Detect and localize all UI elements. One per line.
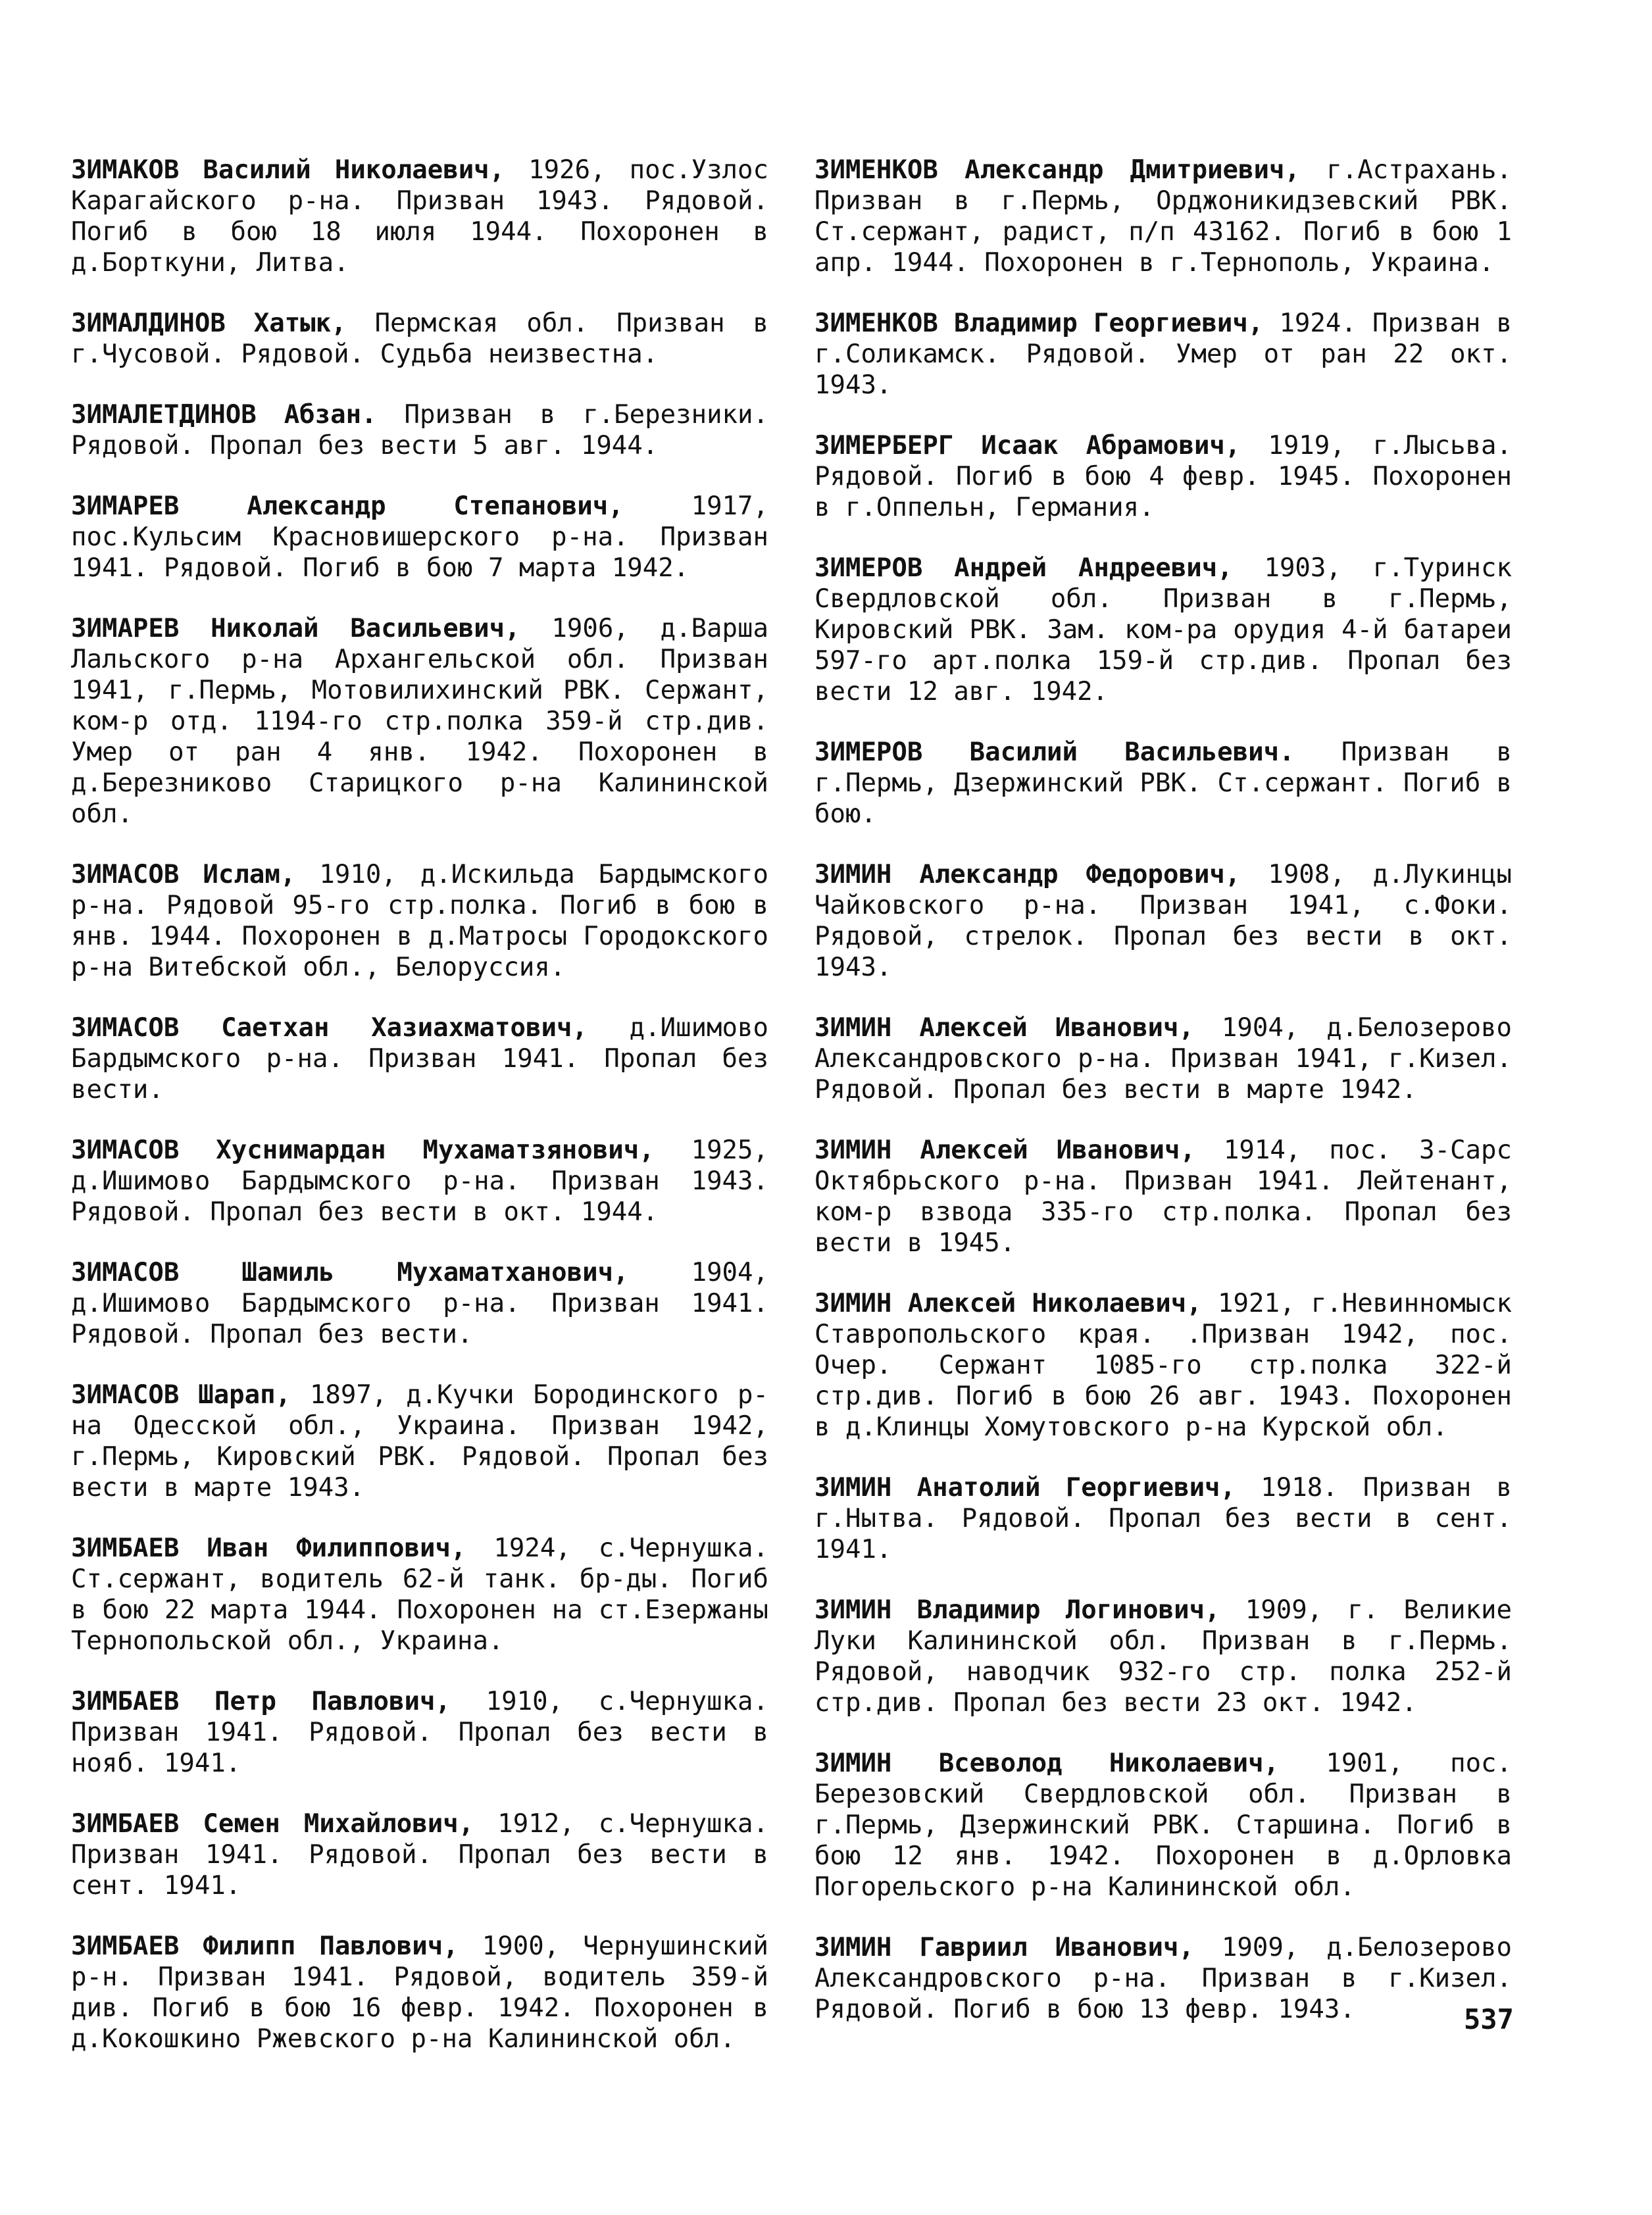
entry-text: 1924. Призван в г.Соликамск. Рядовой. Умер от ран 22 окт. 1943.	[814, 309, 1512, 400]
entry-text: 1926, пос.Узлос Карагайского р-на. Призван 1943. Рядовой. Погиб в бою 18 июля 1944. Похоронен в д.Борткуни, Литва.	[71, 155, 768, 278]
entry	[71, 1931, 768, 2054]
entry	[71, 1686, 768, 1779]
entry-text: 1924, с.Чернушка. Ст.сержант, водитель 62-й танк. бр-ды. Погиб в бою 22 марта 1944. Похоронен на ст.Езержаны Тернопольской обл., Украина.	[71, 1533, 768, 1656]
entry-name: ЗИМЕНКОВ Владимир Георгиевич,	[814, 309, 1264, 338]
entry-text: 1918. Призван в г.Нытва. Рядовой. Пропал без вести в сент. 1941.	[814, 1473, 1512, 1564]
entry-text: 1904, д.Ишимово Бардымского р-на. Призван 1941. Рядовой. Пропал без вести.	[71, 1258, 768, 1349]
entry	[814, 308, 1512, 401]
entry	[71, 308, 768, 370]
entry-name: ЗИМЕРОВ Василий Васильевич.	[814, 737, 1295, 767]
entry	[814, 859, 1512, 983]
entry-text: 1921, г.Невинномыск Ставропольского края. .Призван 1942, пос. Очер. Сержант 1085-го стр.полка 322-й стр.див. Погиб в бою 26 авг. 1943. Похоронен в д.Клинцы Хомутовского р-на Курской обл.	[814, 1289, 1512, 1442]
entry-text: 1901, пос. Березовский Свердловской обл. Призван в г.Пермь, Дзержинский РВК. Старшина. Погиб в бою 12 янв. 1942. Похоронен в д.Орловка Погорельского р-на Калининской обл.	[814, 1749, 1513, 1902]
left-column	[71, 155, 768, 2084]
entry-text: 1903, г.Туринск Свердловской обл. Призван в г.Пермь, Кировский РВК. Зам. ком-ра орудия 4-й батареи 597-го арт.полка 159-й стр.див. Пропал без вести 12 авг. 1942.	[814, 553, 1512, 707]
entry-name: ЗИМБАЕВ Петр Павлович,	[71, 1687, 451, 1716]
entry-name: ЗИМБАЕВ Иван Филиппович,	[71, 1533, 466, 1563]
entry-name: ЗИМАЛДИНОВ Хатык,	[71, 309, 347, 338]
entry	[71, 613, 768, 830]
entry-text: 1919, г.Лысьва. Рядовой. Погиб в бою 4 февр. 1945. Похоронен в г.Оппельн, Германия.	[814, 431, 1512, 522]
entry-name: ЗИМИН Владимир Логинович,	[814, 1595, 1220, 1625]
entry-name: ЗИМИН Алексей Иванович,	[814, 1135, 1195, 1165]
entry-text: 1909, д.Белозерово Александровского р-на. Призван в г.Кизел. Рядовой. Погиб в бою 13 февр. 1943.	[814, 1933, 1513, 2024]
entry-name: ЗИМИН Всеволод Николаевич,	[814, 1749, 1280, 1778]
entry	[814, 1595, 1512, 1718]
entry-name: ЗИМАСОВ Саетхан Хазиахматович,	[71, 1013, 588, 1043]
entry-text: 1910, с.Чернушка. Призван 1941. Рядовой. Пропал без вести в нояб. 1941.	[71, 1687, 769, 1778]
entry-name: ЗИМИН Анатолий Георгиевич,	[814, 1473, 1236, 1503]
entry	[814, 1472, 1512, 1565]
entry-text: 1912, с.Чернушка. Призван 1941. Рядовой. Пропал без вести в сент. 1941.	[71, 1809, 769, 1901]
entry	[814, 1012, 1512, 1105]
entry	[814, 1135, 1512, 1258]
entry	[814, 1932, 1512, 2025]
entry-text: д.Ишимово Бардымского р-на. Призван 1941. Пропал без вести.	[71, 1013, 768, 1105]
entry	[71, 1808, 768, 1901]
entry	[71, 1135, 768, 1228]
entry-text: 1910, д.Искильда Бардымского р-на. Рядовой 95-го стр.полка. Погиб в бою в янв. 1944. Похоронен в д.Матросы Городокского р-на Витебской обл., Белоруссия.	[71, 860, 768, 982]
entry	[71, 1012, 768, 1105]
entry-name: ЗИМБАЕВ Семен Михайлович,	[71, 1809, 474, 1839]
entry-text: Призван в г.Пермь, Дзержинский РВК. Ст.сержант. Погиб в бою.	[814, 737, 1512, 829]
entry	[814, 155, 1512, 278]
entry	[71, 1380, 768, 1503]
entry-text: г.Астрахань. Призван в г.Пермь, Орджоникидзевский РВК. Ст.сержант, радист, п/п 43162. Погиб в бою 1 апр. 1944. Похоронен в г.Тернополь, Украина.	[814, 155, 1512, 278]
entry-text: 1917, пос.Кульсим Красновишерского р-на. Призван 1941. Рядовой. Погиб в бою 7 марта 1942.	[71, 491, 768, 583]
entry-text: 1897, д.Кучки Бородинского р-на Одесской обл., Украина. Призван 1942, г.Пермь, Кировский РВК. Рядовой. Пропал без вести в марте 1943.	[71, 1380, 768, 1503]
entry-name: ЗИМЕНКОВ Александр Дмитриевич,	[814, 155, 1300, 185]
entry-name: ЗИМАСОВ Ислам,	[71, 860, 296, 889]
entry-name: ЗИМБАЕВ Филипп Павлович,	[71, 1931, 459, 1961]
entry-text: 1925, д.Ишимово Бардымского р-на. Призван 1943. Рядовой. Пропал без вести в окт. 1944.	[71, 1135, 768, 1227]
entry-text: Пермская обл. Призван в г.Чусовой. Рядовой. Судьба неизвестна.	[71, 309, 768, 369]
entry-name: ЗИМЕРОВ Андрей Андреевич,	[814, 553, 1233, 583]
entry-name: ЗИМАРЕВ Николай Васильевич,	[71, 614, 520, 643]
right-column	[814, 155, 1512, 2054]
entry-name: ЗИМАЛЕТДИНОВ Абзан.	[71, 400, 377, 430]
entry	[814, 430, 1512, 523]
entry-text: 1906, д.Варша Лальского р-на Архангельской обл. Призван 1941, г.Пермь, Мотовилихинский РВК. Сержант, ком-р отд. 1194-го стр.полка 359-й стр.див. Умер от ран 4 янв. 1942. Похоронен в д.Березниково Старицкого р-на Калининской обл.	[71, 614, 768, 829]
entry	[71, 1257, 768, 1350]
entry-text: 1909, г. Великие Луки Калининской обл. Призван в г.Пермь. Рядовой, наводчик 932-го стр. полка 252-й стр.див. Пропал без вести 23 окт. 1942.	[814, 1595, 1512, 1718]
entry-text: 1914, пос. 3-Сарс Октябрьского р-на. Призван 1941. Лейтенант, ком-р взвода 335-го стр.полка. Пропал без вести в 1945.	[814, 1135, 1512, 1258]
entry-text: 1904, д.Белозерово Александровского р-на. Призван 1941, г.Кизел. Рядовой. Пропал без вести в марте 1942.	[814, 1013, 1513, 1105]
entry	[71, 399, 768, 461]
entry-text: Призван в г.Березники. Рядовой. Пропал без вести 5 авг. 1944.	[71, 400, 768, 460]
entry	[71, 491, 768, 584]
entry-name: ЗИМИН Александр Федорович,	[814, 860, 1241, 889]
page-number: 537	[1464, 2003, 1514, 2035]
entry-name: ЗИМЕРБЕРГ Исаак Абрамович,	[814, 431, 1241, 460]
entry-text: 1900, Чернушинский р-н. Призван 1941. Рядовой, водитель 359-й див. Погиб в бою 16 февр. 1942. Похоронен в д.Кокошкино Ржевского р-на Калининской обл.	[71, 1931, 768, 2054]
entry	[71, 859, 768, 983]
entry-name: ЗИМАСОВ Шамиль Мухаматханович,	[71, 1258, 629, 1287]
entry	[814, 553, 1512, 707]
entry	[814, 737, 1512, 830]
entry	[814, 1748, 1512, 1903]
entry	[814, 1288, 1512, 1443]
entry-name: ЗИМАСОВ Шарап,	[71, 1380, 291, 1410]
entry-name: ЗИМАСОВ Хуснимардан Мухаматзянович,	[71, 1135, 655, 1165]
entry	[71, 155, 768, 278]
entry-name: ЗИМАКОВ Василий Николаевич,	[71, 155, 505, 185]
entry-name: ЗИМАРЕВ Александр Степанович,	[71, 491, 624, 521]
entry-text: 1908, д.Лукинцы Чайковского р-на. Призван 1941, с.Фоки. Рядовой, стрелок. Пропал без вести в окт. 1943.	[814, 860, 1512, 982]
entry-name: ЗИМИН Алексей Иванович,	[814, 1013, 1194, 1043]
entry-name: ЗИМИН Гавриил Иванович,	[814, 1933, 1194, 1962]
entry	[71, 1533, 768, 1656]
entry-name: ЗИМИН Алексей Николаевич,	[814, 1289, 1202, 1318]
